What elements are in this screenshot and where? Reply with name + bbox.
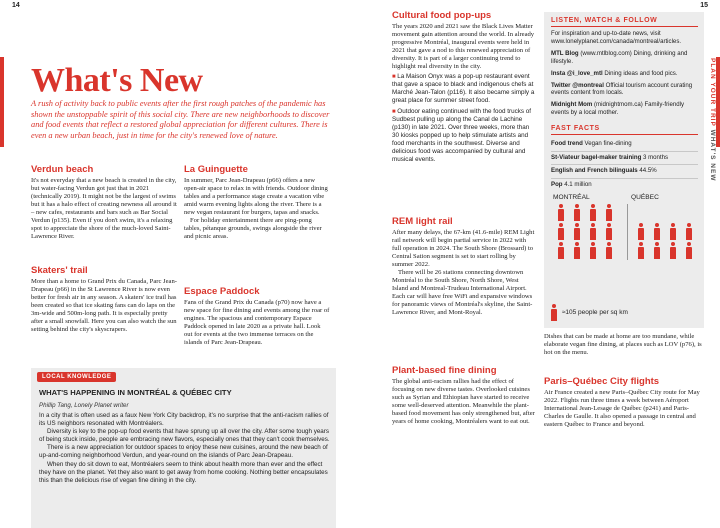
cultural-bullet-2: ■ Outdoor eating continued with the food trucks of Sudbest pulling up along the Canal de Lachine (p130) in late 2021. Over three weeks, more than 30 kiosks popped up to help stimulate artists and food merchants in the southwest. Diverse and delicious food was accompanied by cultural and musical events. [392, 108, 532, 164]
page-number-right: 15 [700, 2, 708, 9]
montreal-person-icon [589, 223, 597, 240]
fact-row: Food trend Vegan fine-dining [551, 138, 698, 152]
flights-section [544, 376, 704, 429]
skaters-body: More than a home to Grand Prix du Canada, Parc Jean-Drapeau (p66) in the St Lawrence River is now even better for fresh air in any season. A skaters' ice trail has been created so that ice skating fans can do laps on the 3m-wide and 500m-long path. It is especially pretty after a small snowfall. Here you can also watch the sun setting behind the city's skyscrapers. [31, 278, 177, 334]
listen-intro: For inspiration and up-to-date news, visit www.lonelyplanet.com/canada/montreal/articles. [551, 30, 682, 45]
verdun-heading: Verdun beach [31, 164, 94, 175]
quebec-person-icon [637, 242, 645, 259]
listen-item-1: MTL Blog (www.mtlblog.com) Dining, drinking and lifestyle. [551, 49, 688, 65]
rem-body-2: There will be 26 stations connecting downtown Montréal to the South Shore, North Shore, West Island and Montreal-Trudeau International Airport. Each car will have free WiFi and expansive windows for panoramic views of Montréal's skyline, the Saint-Lawrence River, and Mont-Royal. [392, 269, 533, 317]
guinguette-heading: La Guinguette [184, 164, 248, 175]
local-knowledge-p4: When they do sit down to eat, Montréalers seem to think about health more than ever and the effect they have on the planet. Yet they also want to get away from home cooking. Nothing better encapsulates this than the delicious rise of vegan fine dining in the city. [39, 460, 328, 484]
rem-heading: REM light rail [392, 216, 453, 227]
montreal-label: MONTRÉAL [553, 194, 590, 202]
facts-heading: FAST FACTS [551, 125, 600, 133]
dishes-section [544, 333, 704, 357]
fact-row: English and French bilinguals 44.5% [551, 165, 698, 179]
montreal-person-icon [605, 242, 613, 259]
listen-heading: LISTEN, WATCH & FOLLOW [551, 17, 658, 24]
paddock-body: Fans of the Grand Prix du Canada (p70) now have a new space for fine dining and events among the roar of engines. The spacious and contemporary Espace Paddock opened in late 2020 as a private hall. Look out for events at the two immense terraces on the islands of Parc Jean-Drapeau. [184, 299, 330, 347]
intro-text: A rush of activity back to public events after the first rough patches of the pandemic has shown the unstoppable spirit of this social city. There are new neighborhoods to discover and food events that reflect a restored global appreciation for different cultures. There is even a new urban beach, just in time for the city's renewed love of nature. [31, 99, 330, 140]
density-pictogram [551, 204, 698, 264]
quebec-person-icon [653, 223, 661, 240]
fact-row: St-Viateur bagel-maker training 3 months [551, 152, 698, 166]
rem-section [392, 216, 535, 318]
skaters-heading: Skaters' trail [31, 265, 88, 276]
plant-section [392, 365, 535, 426]
montreal-person-icon [573, 242, 581, 259]
quebec-person-icon [669, 242, 677, 259]
density-legend [550, 304, 628, 321]
sidebar-box [544, 12, 704, 328]
plant-body: The global anti-racism rallies had the effect of focusing on new diverse tastes. Overlooked cuisines such as Syrian and Ethiopian have started to receive some well-deserved attention. Meanwhile the plant-based food movement has only strengthened but, after years of home cooking, Montréalers want to eat out. [392, 378, 535, 426]
montreal-person-icon [557, 223, 565, 240]
guinguette-section [184, 164, 330, 241]
cultural-body: The years 2020 and 2021 saw the Black Lives Matter movement gain attention around the world. In already progressive Montréal, inaugural events were held in 2021 that gave a nod to this renewed appreciation of diversity. It is part of a larger continuing trend to highlight real diversity in the city. [392, 23, 535, 71]
quebec-person-icon [685, 223, 693, 240]
guinguette-body-2: For holiday entertainment there are ping-pong tables, pétanque grounds, swings alongside the river and picnic areas. [184, 217, 322, 241]
montreal-person-icon [573, 223, 581, 240]
person-icon [550, 304, 558, 321]
side-label-chapter: WHAT'S NEW [709, 129, 716, 182]
montreal-person-icon [605, 223, 613, 240]
montreal-person-icon [589, 204, 597, 221]
side-label-section: PLAN YOUR TRIP [709, 58, 716, 127]
local-knowledge-author: Phillip Tang, Lonely Planet writer [39, 402, 129, 409]
local-knowledge-tag: LOCAL KNOWLEDGE [37, 372, 116, 382]
verdun-section [31, 164, 177, 241]
local-knowledge-p1: In a city that is often used as a faux New York City backdrop, it's no surprise that the anti-racism rallies of its US neighbors resonated with Montréalers. [39, 412, 329, 428]
density-legend-text: ≈105 people per sq km [561, 309, 628, 317]
dishes-body: Dishes that can be made at home are too mundane, while elaborate vegan fine dining, at places such as LOV (p76), is hot on the menu. [544, 333, 702, 357]
quebec-person-icon [669, 223, 677, 240]
montreal-person-icon [589, 242, 597, 259]
chapter-tab-left [0, 57, 4, 147]
flights-heading: Paris–Québec City flights [544, 376, 660, 387]
cultural-heading: Cultural food pop-ups [392, 10, 492, 21]
verdun-body: It's not everyday that a new beach is created in the city, but water-facing Verdun got just that in 2021 (technically 2019). It might not be the largest of swims but it has a halo effect of creating newness all around it – new cafes, restaurants and bars such as Bar Social Verdun (p135). Even if you don't swim, it's a relaxing spot to appreciate the shore of the much-loved Saint-Lawrence River. [31, 177, 177, 241]
page-title: What's New [31, 62, 203, 99]
paddock-heading: Espace Paddock [184, 286, 260, 297]
skaters-section [31, 265, 177, 334]
quebec-person-icon [685, 242, 693, 259]
montreal-person-icon [605, 204, 613, 221]
page-number-left: 14 [12, 2, 20, 9]
chart-divider [627, 204, 628, 260]
cultural-section [392, 10, 535, 164]
montreal-person-icon [557, 242, 565, 259]
guinguette-body-1: In summer, Parc Jean-Drapeau (p66) offers a new open-air space to relax in with friends. Outdoor dining tables and a performance stage create a vacation vibe amid warm evening lights along the river. There is a new vegan restaurant for burgers, tapas and snacks. [184, 177, 328, 217]
rem-body-1: After many delays, the 67-km (41.6-mile) REM Light rail network will begin partial service in 2022 with full operation in 2024. The South Shore (Brossard) to Central Sation segment is set to start rolling by summer 2022. [392, 229, 535, 269]
montreal-person-icon [573, 204, 581, 221]
montreal-person-icon [557, 204, 565, 221]
quebec-label: QUÉBEC [631, 194, 659, 202]
quebec-person-icon [637, 223, 645, 240]
fact-row: Pop 4.1 million [551, 180, 592, 188]
local-knowledge-box [31, 368, 336, 528]
cultural-bullet-1: ■ La Maison Onyx was a pop-up restaurant event that gave a space to black and indigenous chefs at Marché Jean-Talon (p116). It also became simply a great place for summer street food. [392, 73, 535, 105]
density-chart-labels [551, 194, 698, 204]
plant-heading: Plant-based fine dining [392, 365, 497, 376]
listen-item-4: Midnight Mom (midnightmom.ca) Family-friendly events by a local mother. [551, 101, 685, 117]
listen-item-3: Twitter @montreal Official tourism account curating events content from locals. [551, 81, 693, 97]
flights-body: Air France created a new Paris–Québec City route for May 2022. Flights run three times a week between Aéroport International Jean-Lesage de Québec (p241) and Paris-Charles de Gaulle. It also opened a passage in central and eastern Québec to France and beyond. [544, 389, 700, 429]
local-knowledge-p2: Diversity is key to the pop-up food events that have sprung up all over the city. After some tough years of being stuck inside, people are embracing new flavors, especially ones that they can't cook themselves. [39, 428, 330, 444]
side-label [709, 58, 716, 181]
local-knowledge-p3: There is a new appreciation for outdoor spaces to enjoy these new cuisines, around the new beach of up-and-coming neighborhood Verdun, and year-round on the islands of Parc Jean-Drapeau. [39, 444, 328, 460]
paddock-section [184, 286, 330, 347]
local-knowledge-title: WHAT'S HAPPENING IN MONTRÉAL & QUÉBEC CITY [39, 388, 232, 397]
quebec-person-icon [653, 242, 661, 259]
listen-item-2: Insta @i_love_mtl Dining ideas and food pics. [551, 69, 678, 77]
